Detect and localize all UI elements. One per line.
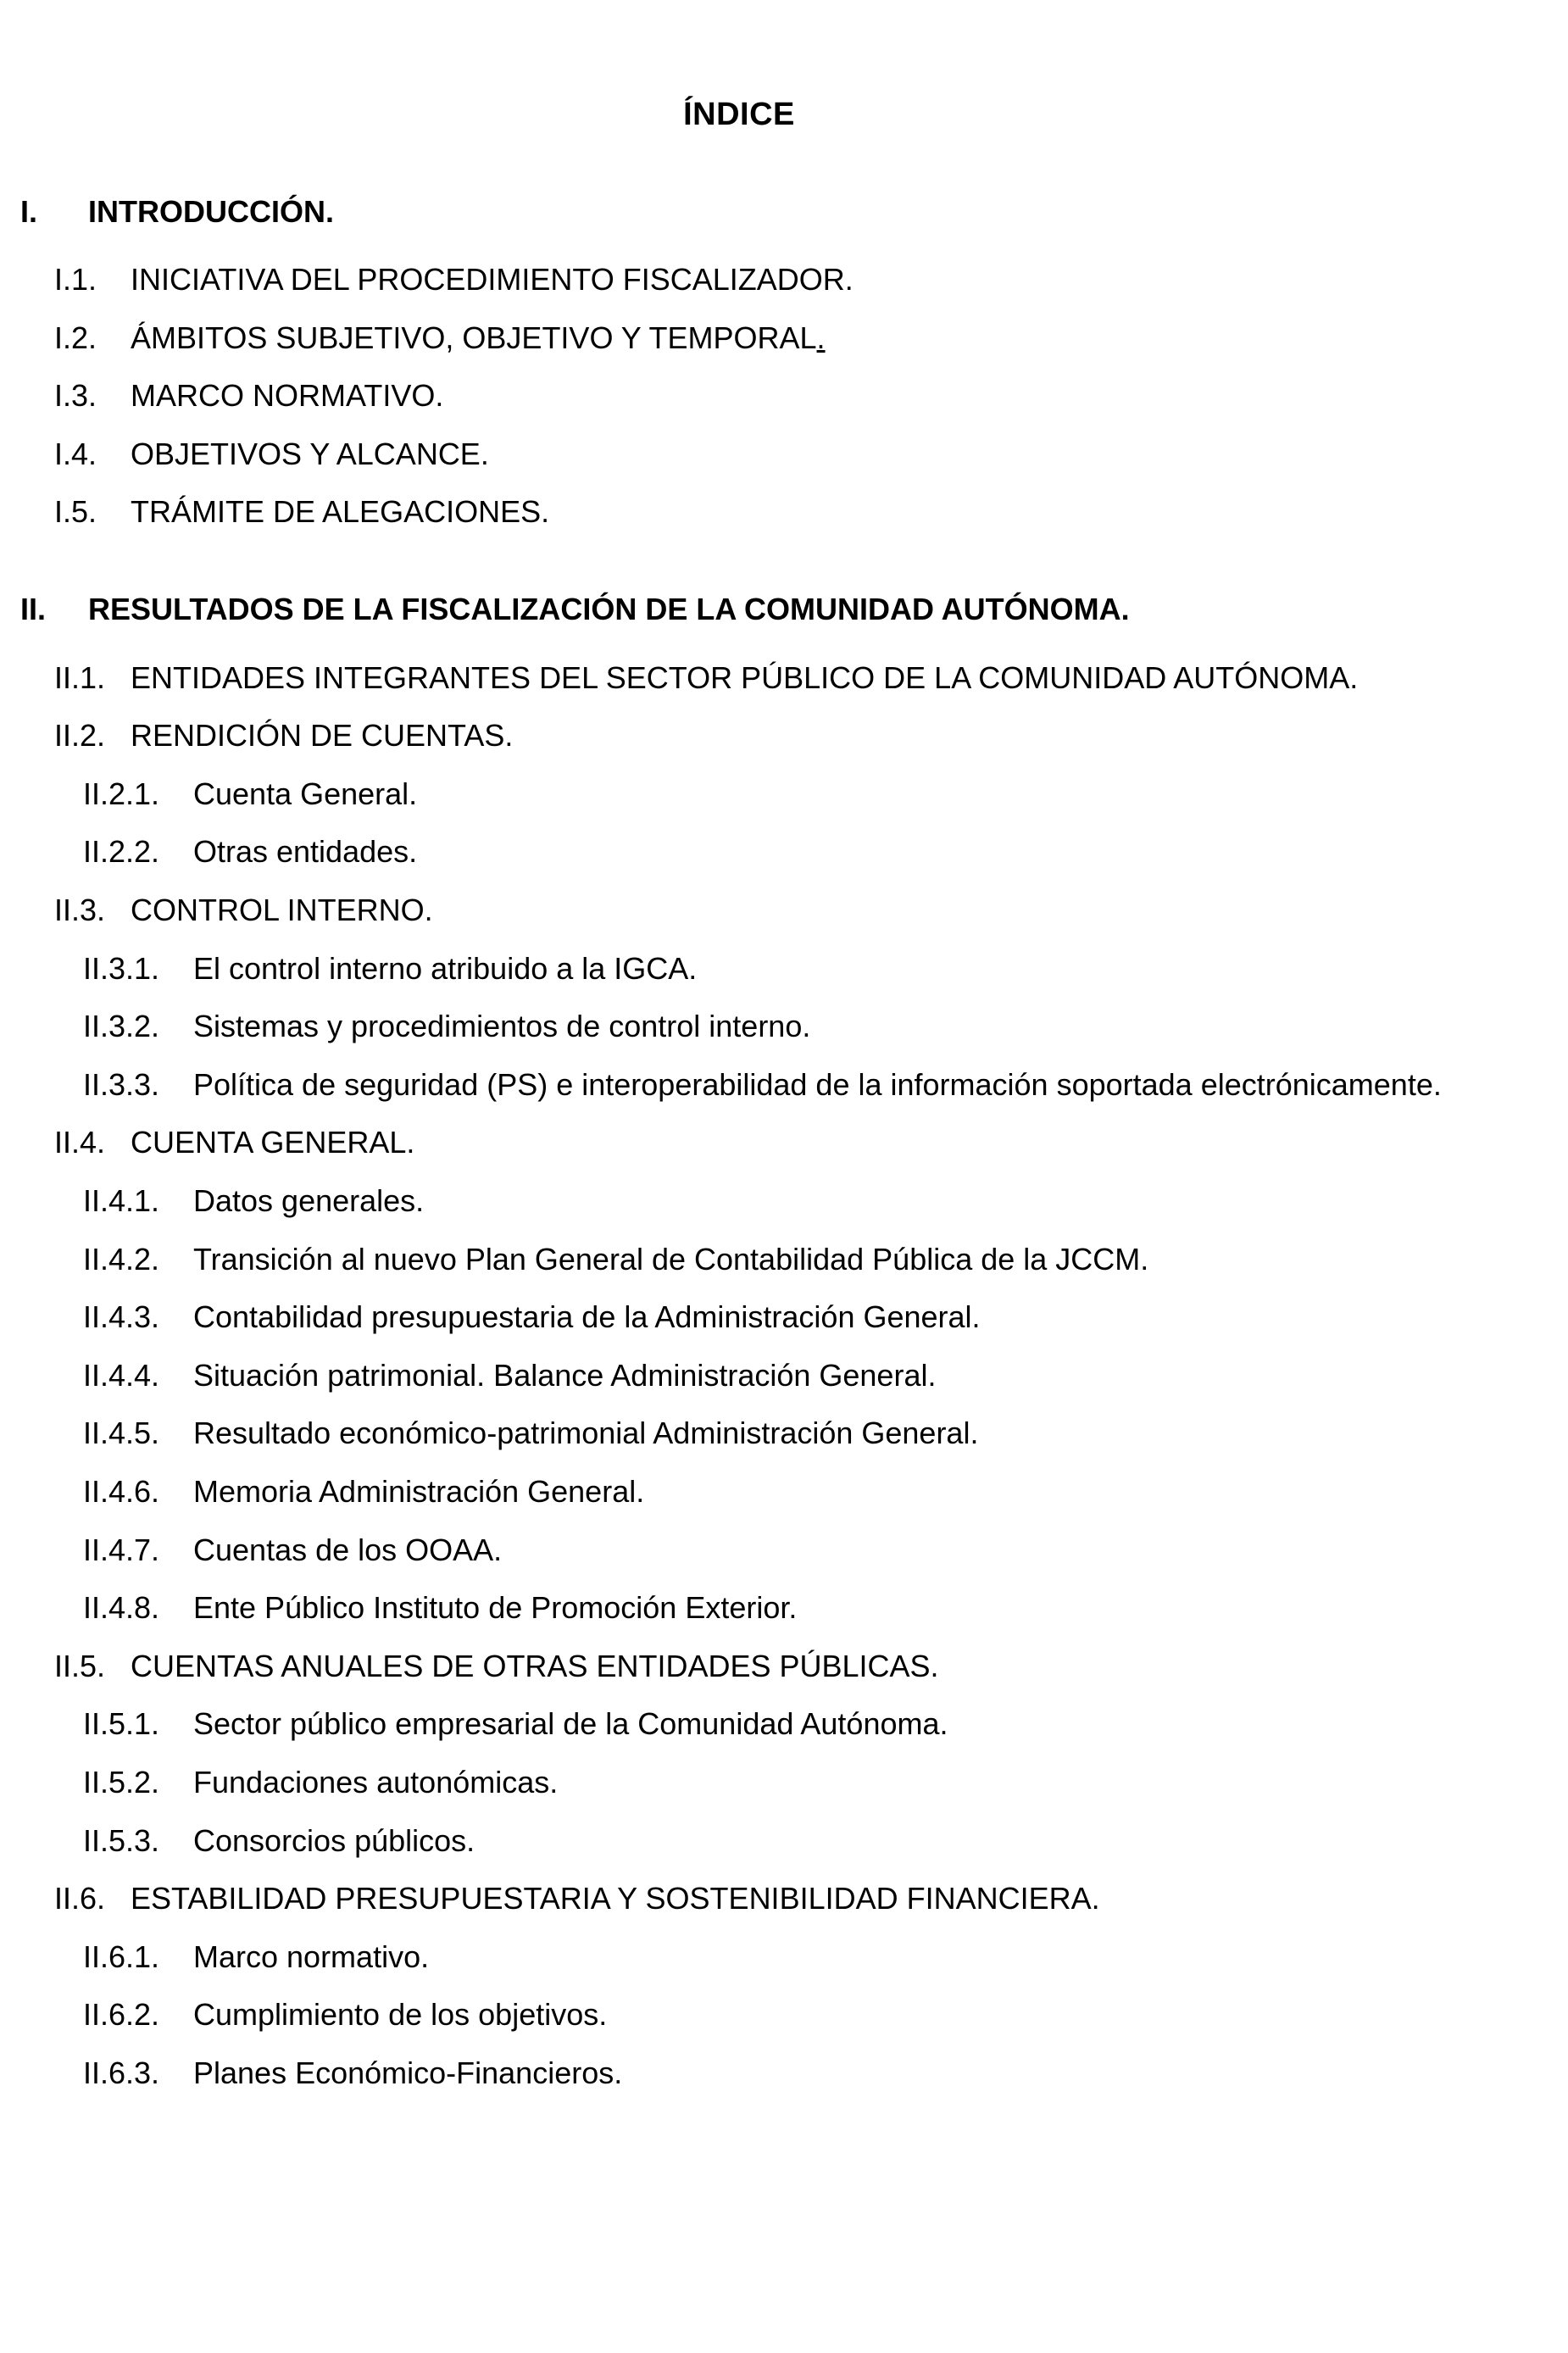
toc-entry-number: II.5. [54, 1648, 106, 1683]
toc-entry [20, 1122, 1458, 1164]
toc-entry [20, 1006, 1458, 1048]
toc-entry [20, 434, 1458, 476]
toc-entry-number: II.5.3. [83, 1822, 160, 1858]
toc-entry-label: INTRODUCCIÓN. [88, 193, 334, 229]
toc-entry-number: I.2. [54, 320, 97, 355]
toc-entry-label: CUENTAS ANUALES DE OTRAS ENTIDADES PÚBLICAS. [131, 1648, 939, 1683]
toc-entry [20, 1588, 1458, 1629]
toc-entry-number: I.1. [54, 262, 97, 298]
toc-entry [20, 1530, 1458, 1571]
toc-entry-label: OBJETIVOS Y ALCANCE. [131, 436, 489, 471]
toc-entry-label: Memoria Administración General. [193, 1473, 645, 1509]
toc-entry-label: Transición al nuevo Plan General de Contabilidad Pública de la JCCM. [193, 1241, 1149, 1277]
toc-entry-label: Cuenta General. [193, 776, 418, 811]
toc-entry-number: II. [20, 592, 47, 627]
toc-entry-label: RENDICIÓN DE CUENTAS. [131, 718, 514, 754]
toc-entry-label: RESULTADOS DE LA FISCALIZACIÓN DE LA COMUNIDAD AUTÓNOMA. [88, 592, 1130, 627]
toc-entry [20, 259, 1458, 301]
toc-entry-number: II.2.2. [83, 834, 160, 870]
toc-entry [20, 1762, 1458, 1804]
toc-entry-number: II.2. [54, 718, 106, 754]
toc-entry-label: ÁMBITOS SUBJETIVO, OBJETIVO Y TEMPORAL. [131, 320, 826, 355]
toc-entry [20, 715, 1458, 757]
toc-entry-number: II.6. [54, 1881, 106, 1916]
toc-entry [20, 1994, 1458, 2036]
toc-entry-number: II.3.1. [83, 950, 160, 986]
toc-entry-number: II.1. [54, 659, 106, 695]
toc-entry-number: II.4.4. [83, 1357, 160, 1393]
toc-entry [20, 1355, 1458, 1397]
page-title: ÍNDICE [683, 97, 795, 132]
toc-entry-number: I.4. [54, 436, 97, 471]
toc-entry-label: CUENTA GENERAL. [131, 1125, 415, 1160]
toc-entry [20, 832, 1458, 873]
toc-entry [20, 2053, 1458, 2094]
toc-entry-label: ESTABILIDAD PRESUPUESTARIA Y SOSTENIBILIDAD FINANCIERA. [131, 1881, 1100, 1916]
toc-entry-number: II.3.3. [83, 1066, 160, 1102]
toc-entry [20, 1297, 1458, 1338]
toc-entry-label: Otras entidades. [193, 834, 418, 870]
toc-entry-number: II.4.6. [83, 1473, 160, 1509]
toc-entry [20, 1878, 1458, 1920]
toc-entry [20, 1239, 1458, 1281]
toc-entry [20, 774, 1458, 815]
toc-entry-number: II.3. [54, 893, 106, 928]
toc-entry-number: I.3. [54, 378, 97, 414]
toc-entry [20, 375, 1458, 417]
toc-entry [20, 1937, 1458, 1978]
toc-entry-number: II.4.1. [83, 1183, 160, 1218]
toc-entry-label: Consorcios públicos. [193, 1822, 475, 1858]
toc-entry-label: El control interno atribuido a la IGCA. [193, 950, 698, 986]
toc-entry-label: Situación patrimonial. Balance Administración General. [193, 1357, 937, 1393]
toc-entry-label: TRÁMITE DE ALEGACIONES. [131, 494, 550, 530]
toc-entry [20, 1646, 1458, 1688]
toc-list [20, 192, 1458, 2094]
toc-entry-number: II.4.8. [83, 1590, 160, 1626]
toc-entry [20, 1413, 1458, 1455]
toc-entry [20, 492, 1458, 533]
toc-entry-label: Cumplimiento de los objetivos. [193, 1997, 608, 2033]
toc-entry-label: ENTIDADES INTEGRANTES DEL SECTOR PÚBLICO DE LA COMUNIDAD AUTÓNOMA. [131, 659, 1359, 695]
toc-entry [20, 1065, 1458, 1106]
toc-entry-number: II.6.1. [83, 1939, 160, 1974]
toc-entry-label: Planes Económico-Financieros. [193, 2055, 623, 2090]
toc-entry [20, 589, 1458, 631]
toc-entry-label: Cuentas de los OOAA. [193, 1532, 503, 1567]
toc-entry-label: Contabilidad presupuestaria de la Administración General. [193, 1299, 981, 1335]
toc-entry-number: II.4.5. [83, 1416, 160, 1451]
toc-entry-label: Política de seguridad (PS) e interoperabilidad de la información soportada electrónicamente. [193, 1066, 1442, 1102]
toc-entry-number: II.5.1. [83, 1706, 160, 1742]
toc-entry-number: II.2.1. [83, 776, 160, 811]
toc-entry [20, 1471, 1458, 1513]
toc-entry-label: INICIATIVA DEL PROCEDIMIENTO FISCALIZADOR. [131, 262, 854, 298]
toc-entry [20, 658, 1458, 699]
toc-entry [20, 1704, 1458, 1745]
toc-entry-number: II.5.2. [83, 1764, 160, 1800]
toc-entry-label: CONTROL INTERNO. [131, 893, 433, 928]
toc-entry-label: Ente Público Instituto de Promoción Exterior. [193, 1590, 798, 1626]
toc-entry [20, 948, 1458, 990]
toc-entry-number: I.5. [54, 494, 97, 530]
toc-entry [20, 1181, 1458, 1222]
toc-entry-label: Sector público empresarial de la Comunidad Autónoma. [193, 1706, 948, 1742]
toc-entry-label: Fundaciones autonómicas. [193, 1764, 559, 1800]
toc-entry-label: Marco normativo. [193, 1939, 430, 1974]
toc-entry-number: I. [20, 193, 38, 229]
toc-entry [20, 192, 1458, 233]
toc-entry [20, 890, 1458, 932]
toc-entry-number: II.4.7. [83, 1532, 160, 1567]
toc-entry-underlined-suffix: . [816, 320, 826, 355]
toc-entry-label: Sistemas y procedimientos de control interno. [193, 1009, 811, 1044]
toc-entry [20, 318, 1458, 359]
toc-entry-label: Datos generales. [193, 1183, 425, 1218]
toc-entry-number: II.4. [54, 1125, 106, 1160]
toc-entry-number: II.6.2. [83, 1997, 160, 2033]
toc-entry-number: II.6.3. [83, 2055, 160, 2090]
toc-entry-number: II.4.3. [83, 1299, 160, 1335]
toc-entry-number: II.4.2. [83, 1241, 160, 1277]
toc-entry-number: II.3.2. [83, 1009, 160, 1044]
toc-entry-label: MARCO NORMATIVO. [131, 378, 444, 414]
toc-entry [20, 1821, 1458, 1862]
toc-entry-label: Resultado económico-patrimonial Administración General. [193, 1416, 979, 1451]
